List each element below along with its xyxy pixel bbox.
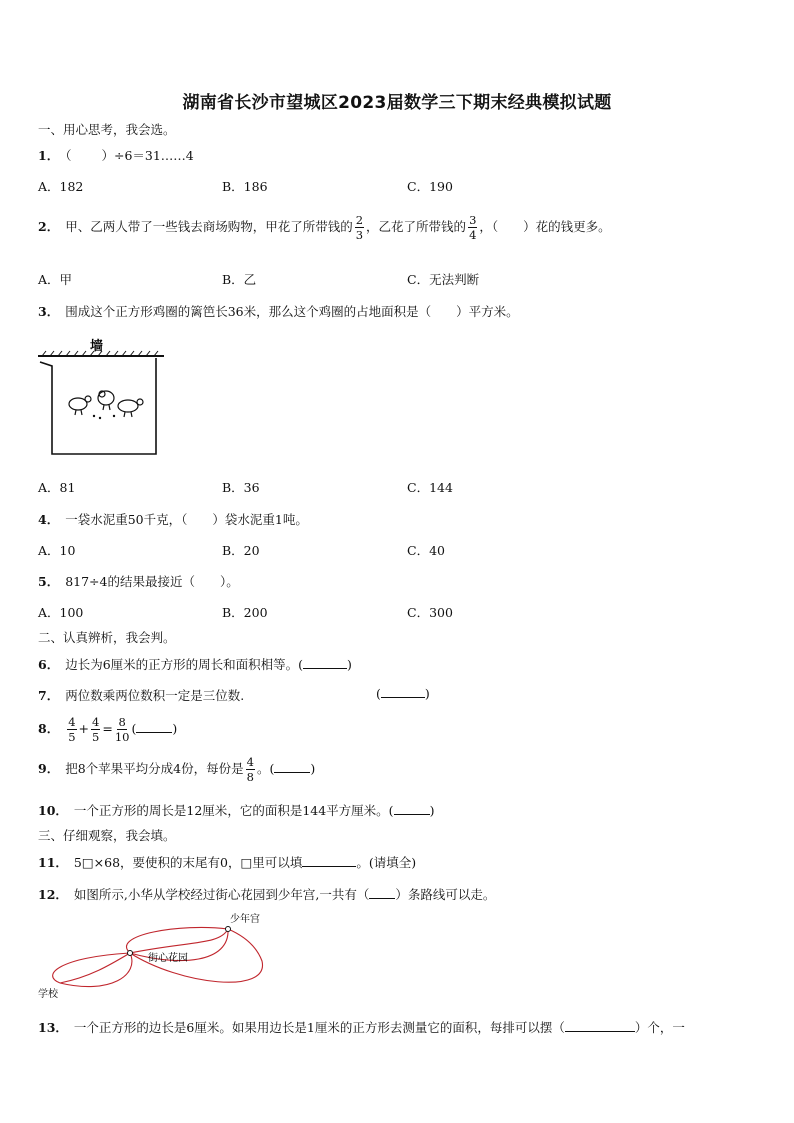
palace-node — [226, 927, 231, 932]
q4-option-a[interactable]: A．10 — [38, 543, 76, 558]
q1-option-a[interactable]: A．182 — [38, 179, 84, 194]
label-youth-palace: 少年宫 — [230, 914, 260, 925]
wall-label: 墙 — [90, 339, 104, 354]
question-3: 3． 围成这个正方形鸡圈的篱笆长36米，那么这个鸡圈的占地面积是（ ）平方米。 — [38, 304, 519, 319]
question-11: 11． 5□×68，要使积的末尾有0，□里可以填 。(请填全) — [38, 855, 417, 870]
q2-option-a[interactable]: A．甲 — [38, 272, 73, 287]
answer-blank[interactable] — [274, 772, 310, 773]
q4-option-c[interactable]: C．40 — [407, 543, 445, 558]
q3-option-c[interactable]: C．144 — [407, 480, 453, 495]
q1-option-b[interactable]: B．186 — [222, 179, 268, 194]
answer-blank[interactable] — [394, 814, 430, 815]
answer-blank[interactable] — [369, 898, 395, 899]
section-heading-2: 二、认真辨析，我会判。 — [38, 630, 176, 645]
q3-option-b[interactable]: B．36 — [222, 480, 260, 495]
label-street-garden: 街心花园 — [148, 953, 188, 964]
q1-option-c[interactable]: C．190 — [407, 179, 453, 194]
question-9: 9． 把8个苹果平均分成4份，每份是 $\frac{4}{8}$ 。( ) — [38, 755, 316, 784]
question-4: 4． 一袋水泥重50千克，（ ）袋水泥重1吨。 — [38, 512, 308, 527]
question-6: 6． 边长为6厘米的正方形的周长和面积相等。( ) — [38, 657, 352, 672]
question-7-answer: ( ) — [376, 686, 430, 701]
question-5: 5． 817÷4的结果最接近（ ）。 — [38, 574, 239, 589]
q4-option-b[interactable]: B．20 — [222, 543, 260, 558]
chicken-coop-figure — [36, 336, 170, 460]
question-7: 7． 两位数乘两位数积一定是三位数. — [38, 688, 245, 703]
garden-node — [128, 951, 133, 956]
label-school: 学校 — [38, 989, 58, 1000]
question-10: 10． 一个正方形的周长是12厘米，它的面积是144平方厘米。( ) — [38, 803, 435, 818]
fraction-3-4: $\frac{3}{4}$ — [469, 213, 477, 242]
question-2: 2． 甲、乙两人带了一些钱去商场购物，甲花了所带钱的 $\frac{2}{3}$ ，乙花了所带钱的 $\frac{3}{4}$ ，（ ）花的钱更多。 — [38, 213, 611, 242]
answer-blank[interactable] — [302, 866, 356, 867]
chicken-icons — [69, 391, 143, 417]
section-heading-1: 一、用心思考，我会选。 — [38, 122, 176, 137]
answer-blank[interactable] — [303, 668, 347, 669]
answer-blank[interactable] — [381, 697, 425, 698]
answer-blank[interactable] — [136, 732, 172, 733]
q5-option-c[interactable]: C．300 — [407, 605, 453, 620]
q3-option-a[interactable]: A．81 — [38, 480, 76, 495]
q5-option-b[interactable]: B．200 — [222, 605, 268, 620]
page-title: 湖南省长沙市望城区2023届数学三下期末经典模拟试题 — [182, 93, 612, 113]
q5-option-a[interactable]: A．100 — [38, 605, 84, 620]
route-map-figure — [30, 905, 290, 1005]
q2-option-c[interactable]: C．无法判断 — [407, 272, 480, 287]
question-1: 1． （ ）÷6＝31……4 — [38, 148, 194, 163]
question-8: 8． $\frac{4}{5}$ + $\frac{4}{5}$ = $\frac{8}{10}$ ( ) — [38, 715, 178, 744]
answer-blank[interactable] — [565, 1031, 635, 1032]
question-13: 13． 一个正方形的边长是6厘米。如果用边长是1厘米的正方形去测量它的面积，每排可以摆（ ）个，一 — [38, 1020, 685, 1035]
fraction-2-3: $\frac{2}{3}$ — [355, 213, 364, 242]
section-heading-3: 三、仔细观察，我会填。 — [38, 828, 176, 843]
q2-option-b[interactable]: B．乙 — [222, 272, 257, 287]
question-12: 12． 如图所示,小华从学校经过街心花园到少年宫,一共有（ ）条路线可以走。 — [38, 887, 496, 902]
